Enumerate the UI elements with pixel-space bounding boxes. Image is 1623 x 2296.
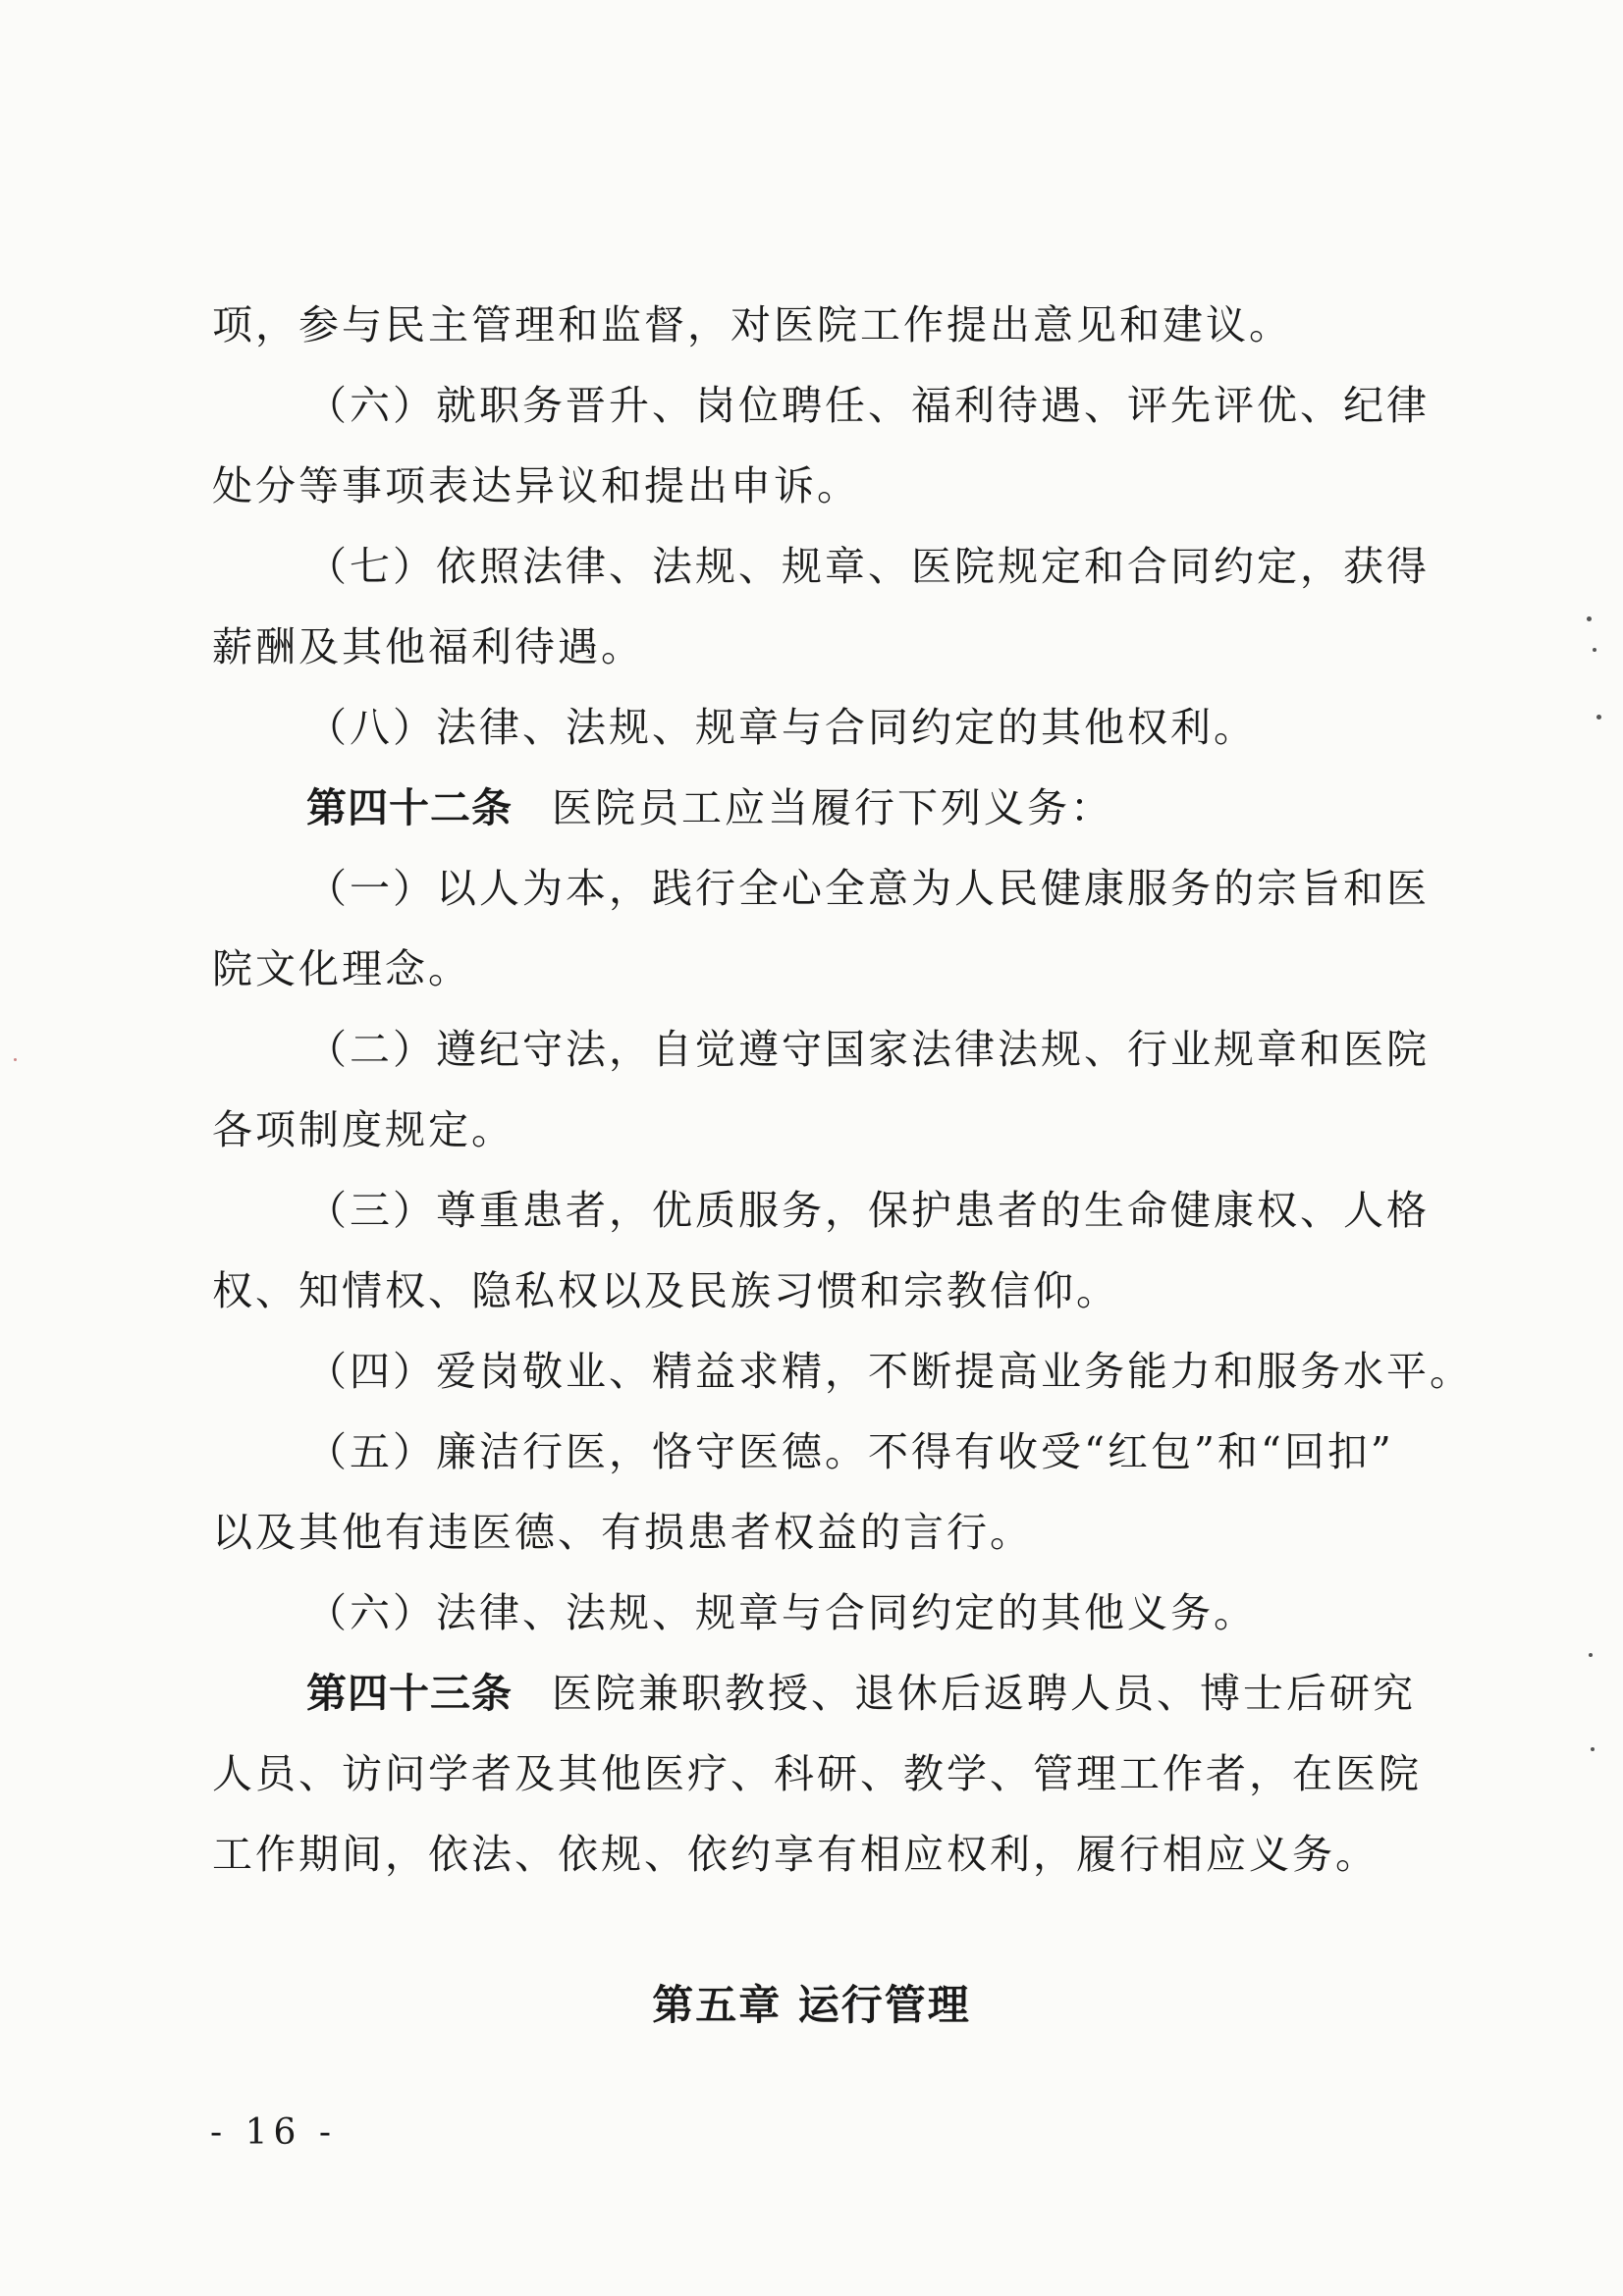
paragraph-line: （五）廉洁行医，恪守医德。不得有收受“红包”和“回扣” [306, 1428, 1394, 1475]
paragraph-line: 权、知情权、隐私权以及民族习惯和宗教信仰。 [212, 1267, 1119, 1314]
paragraph-line: 以及其他有违医德、有损患者权益的言行。 [212, 1509, 1033, 1556]
paragraph-line: 处分等事项表达异议和提出申诉。 [212, 462, 860, 509]
paragraph-line: （二）遵纪守法，自觉遵守国家法律法规、行业规章和医院 [306, 1026, 1430, 1073]
paragraph-line: （七）依照法律、法规、规章、医院规定和合同约定，获得 [306, 543, 1430, 590]
paragraph-line: （四）爱岗敬业、精益求精，不断提高业务能力和服务水平。 [306, 1348, 1473, 1395]
body-text [212, 285, 1473, 1895]
article-text: 医院兼职教授、退休后返聘人员、博士后研究 [552, 1670, 1416, 1717]
paragraph-line: 项，参与民主管理和监督，对医院工作提出意见和建议。 [212, 301, 1292, 348]
scan-speck [1591, 1747, 1595, 1751]
paragraph-line: （三）尊重患者，优质服务，保护患者的生命健康权、人格 [306, 1187, 1430, 1234]
paragraph-line: 院文化理念。 [212, 945, 471, 992]
paragraph-line: 各项制度规定。 [212, 1106, 514, 1153]
article-heading: 第四十三条 [306, 1670, 513, 1717]
paragraph-line: （六）法律、法规、规章与合同约定的其他义务。 [306, 1589, 1257, 1636]
article-text: 医院员工应当履行下列义务： [552, 784, 1113, 831]
paragraph-line: 人员、访问学者及其他医疗、科研、教学、管理工作者，在医院 [212, 1750, 1422, 1797]
paragraph-line: （八）法律、法规、规章与合同约定的其他权利。 [306, 704, 1257, 751]
article-heading: 第四十二条 [306, 784, 513, 831]
article-43-line [212, 1653, 1434, 1734]
scan-speck [1593, 648, 1596, 652]
chapter-title: 第五章 运行管理 [652, 1981, 971, 2029]
scan-speck [1589, 1653, 1593, 1657]
page-number: - 16 - [210, 2112, 338, 2153]
paragraph-line: （一）以人为本，践行全心全意为人民健康服务的宗旨和医 [306, 865, 1430, 912]
paragraph-line: 工作期间，依法、依规、依约享有相应权利，履行相应义务。 [212, 1831, 1379, 1878]
paragraph-line: （六）就职务晋升、岗位聘任、福利待遇、评先评优、纪律 [306, 382, 1430, 429]
scan-speck [1596, 715, 1601, 720]
paragraph-line: 薪酬及其他福利待遇。 [212, 623, 644, 670]
scan-speck [14, 1058, 17, 1061]
article-42-line [212, 768, 1434, 848]
scan-speck [1587, 616, 1592, 621]
